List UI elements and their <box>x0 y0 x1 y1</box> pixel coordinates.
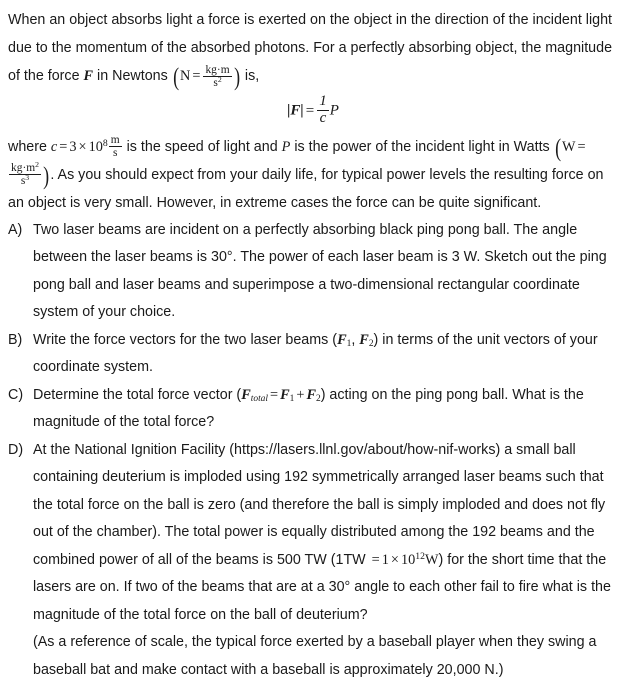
equation-rhs: P <box>329 102 339 119</box>
newton-den-base: s <box>213 76 218 89</box>
question-b-line-2: coordinate system. <box>33 359 153 375</box>
equation-lhs: |F| <box>287 102 304 119</box>
watt-num-base: kg·m <box>11 162 36 175</box>
speed-unit-denominator: s <box>112 147 118 160</box>
question-c-f1-subscript: 1 <box>289 393 295 404</box>
question-d-base: 10 <box>400 551 416 568</box>
main-equation <box>0 94 626 127</box>
reference-note-line-2: baseball bat and make contact with a baseball is approximately 20,000 N.) <box>33 661 504 678</box>
where-equals: = <box>59 138 68 155</box>
intro-line-1: When an object absorbs light a force is exerted on the object in the direction of the incident <box>8 12 582 28</box>
question-a-line-4: system of your choice. <box>33 304 176 320</box>
question-b-f2-subscript: 2 <box>368 338 374 349</box>
question-a-line-2: between the laser beams is 30°. The power of each laser beam is 3 W. Sketch out the ping <box>33 249 607 265</box>
where-paragraph: where $c = 3 \times 10^8$ $\frac{m}{s}$ is the speed of light and P is the power of the incident light in Watts (W = $\frac{kg\cdot m^2}{s^3}$ ). As you should expect from your daily life, for typical power levels the resulting force on an object is very small. However, in extreme cases the force can be quite significant. <box>8 134 604 211</box>
intro-line-2: light due to the momentum of the absorbed photons. For a perfectly absorbing object, the <box>8 12 613 56</box>
question-c-line-2: the magnitude of the total force? <box>33 386 584 430</box>
question-c-f1-symbol: F <box>280 386 290 403</box>
question-item-b <box>0 327 626 382</box>
newton-den-exponent: 2 <box>217 74 222 84</box>
question-a-line-1: Two laser beams are incident on a perfectly absorbing black ping pong ball. The angle <box>33 221 578 238</box>
where-base: 10 <box>88 138 103 155</box>
question-item-c <box>0 382 626 437</box>
speed-unit-numerator: m <box>110 134 120 147</box>
question-c-equals: = <box>270 386 279 403</box>
question-list <box>0 217 626 630</box>
intro-line-3-prefix: magnitude of the force <box>8 40 613 84</box>
reference-note-line-1: (As a reference of scale, the typical force exerted by a baseball player when they swing a <box>33 634 597 650</box>
question-c-ftotal-subscript: total <box>250 393 269 404</box>
question-c-f2-symbol: F <box>306 386 316 403</box>
equation-fraction <box>317 94 329 127</box>
where-suffix: is the speed of light and <box>122 138 282 155</box>
question-d-line-5-prefix: combined power of all of the beams is 500 TW (1TW <box>33 551 370 568</box>
speed-unit-fraction <box>109 134 122 159</box>
where-prefix: where <box>8 138 51 155</box>
question-d-line-3: the total force on the ball is zero (and therefore the ball is simply imploded and does not fly <box>33 496 606 513</box>
intro-paragraph: When an object absorbs light a force is exerted on the object in the direction of the incident light due to the momentum of the absorbed photons. For a perfectly absorbing object, the magnitude of the force F in Newtons (N = $\frac{kg\cdot m}{s^2}$ ) is, <box>8 12 613 91</box>
newton-unit-label: N <box>180 68 191 84</box>
equation-frac-denominator: c <box>319 109 327 126</box>
question-d-line-5-suffix: ) for the short time that <box>438 551 583 568</box>
question-item-a <box>0 217 626 327</box>
question-b-f1-symbol: F <box>337 331 347 348</box>
question-c-f2-subscript: 2 <box>315 393 321 404</box>
question-d-times: × <box>390 551 399 568</box>
question-marker-a: A) <box>8 221 23 238</box>
question-b-suffix: ) in terms of the unit vectors of your <box>373 331 598 348</box>
watt-den-base: s <box>20 175 26 188</box>
where-suffix-2: is the power of the incident light in Watts <box>290 138 550 155</box>
question-b-f1-subscript: 1 <box>346 338 352 349</box>
question-d-equals: = <box>371 551 380 568</box>
force-symbol: F <box>83 68 94 84</box>
newton-equals: = <box>192 68 201 84</box>
question-d-line-7: the magnitude of the total force on the ball of deuterium? <box>33 579 611 623</box>
equation-frac-numerator: 1 <box>319 93 327 109</box>
watt-fraction <box>9 162 41 187</box>
where-times: × <box>78 138 87 155</box>
speed-of-light-symbol: c <box>50 138 58 155</box>
intro-line-3-mid: in Newtons <box>93 68 172 84</box>
nif-url[interactable]: https://lasers.llnl.gov/about/how-nif-works <box>234 441 496 458</box>
question-b-f2-symbol: F <box>359 331 369 348</box>
question-d-line-1-suffix: ) a small ball <box>495 441 576 458</box>
question-c-prefix: Determine the total force vector ( <box>33 386 242 403</box>
watt-num-exponent: 2 <box>35 160 40 170</box>
question-marker-b: B) <box>8 331 23 348</box>
question-d-line-1-prefix: At the National Ignition Facility ( <box>33 441 235 458</box>
question-item-d <box>0 437 626 630</box>
question-marker-c: C) <box>8 386 24 403</box>
watt-equals: = <box>577 138 586 155</box>
question-marker-d: D) <box>8 441 24 458</box>
question-c-suffix: ) acting on the ping pong ball. What is <box>320 386 560 403</box>
question-c-ftotal-symbol: F <box>241 386 251 403</box>
question-c-plus: + <box>296 386 305 403</box>
question-b-separator: , <box>351 331 360 348</box>
where-exponent: 8 <box>102 137 108 149</box>
power-symbol: P <box>281 138 291 155</box>
question-b-prefix: Write the force vectors for the two laser beams ( <box>33 331 338 348</box>
question-d-line-4: out of the chamber). The total power is equally distributed among the 192 beams and the <box>33 524 595 540</box>
newton-denominator <box>203 74 231 89</box>
question-d-exponent: 12 <box>415 550 425 562</box>
reference-note <box>0 629 626 684</box>
question-d-watt-unit: W <box>424 551 439 568</box>
question-d-one: 1 <box>381 551 389 568</box>
watt-den-exponent: 3 <box>25 173 30 183</box>
question-a-line-3: pong ball and laser beams and superimpose a two-dimensional rectangular coordinate <box>33 276 580 293</box>
where-value: 3 <box>69 138 77 155</box>
watt-clause-after: . As you should expect from your daily life, for typical power levels the resulting <box>50 166 548 183</box>
watt-denominator <box>9 175 41 187</box>
watt-unit-label: W <box>562 138 576 155</box>
question-d-line-6: the lasers are on. If two of the beams that are at a 30° angle to each other fail to fire what is <box>33 551 607 595</box>
watt-clause-last-line: force on an object is very small. However, in extreme cases the force can be quite significant. <box>8 166 604 211</box>
equation-equals: = <box>305 102 315 119</box>
intro-line-3-suffix: is, <box>240 68 260 84</box>
question-d-line-2: containing deuterium is imploded using 192 symmetrically arranged laser beams such that <box>33 469 604 485</box>
newton-fraction <box>203 64 231 89</box>
newton-numerator: kg·m <box>205 63 230 76</box>
